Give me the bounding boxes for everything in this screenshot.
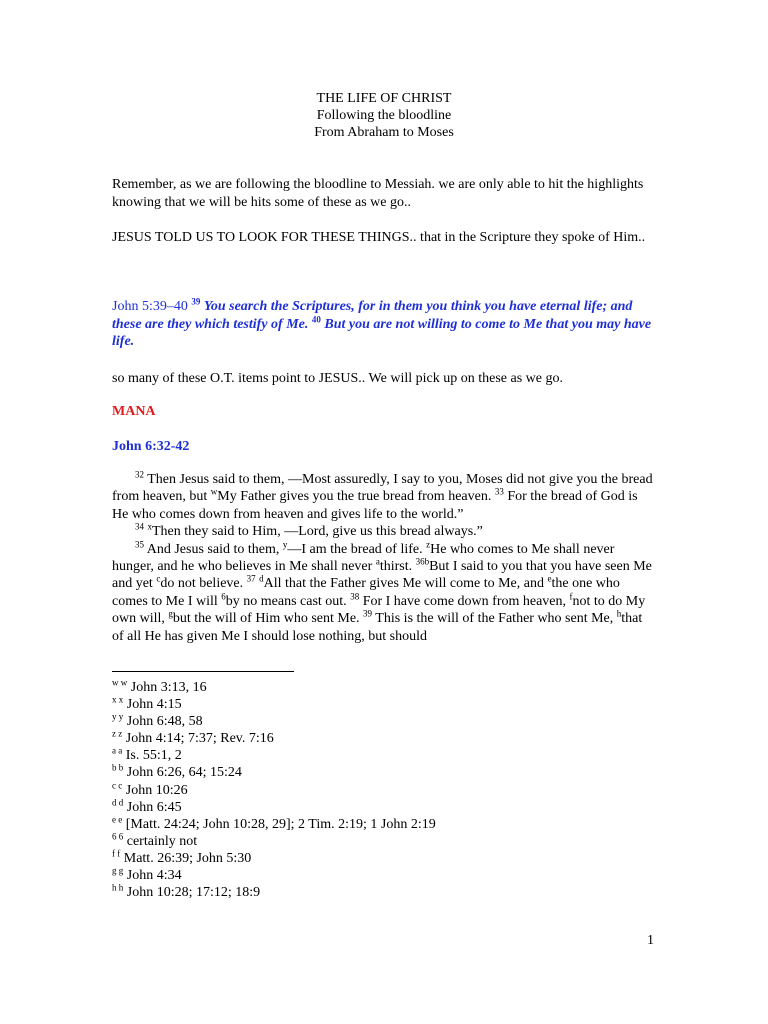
footnote-marker: e [547,573,552,584]
document-subtitle-2: From Abraham to Moses [314,125,454,140]
verse-number: 40 [311,313,321,324]
footnote-text: [Matt. 24:24; John 10:28, 29]; 2 Tim. 2:19; 1 John 2:19 [125,816,436,832]
footnote-text: John 4:14; 7:37; Rev. 7:16 [125,731,274,747]
verse-number: 36 [415,556,425,567]
footnote-marker: w [210,486,218,497]
verse-text: not to do My own will, [112,593,646,627]
verse-text: My Father gives you the true bread from heaven. [217,489,492,505]
footnote-mark: y y [112,711,124,722]
section-heading: MANA [112,404,156,419]
footnote-mark: g g [112,865,124,876]
verse-text: But I said to you that you have seen Me and yet [112,559,652,592]
footnote [112,850,612,867]
footnote-text: John 6:48, 58 [126,714,203,730]
footnote [112,679,612,696]
footnote [112,799,612,816]
document-subtitle: Following the bloodline [316,108,452,123]
footnote-marker: d [259,573,264,584]
footnote-marker: z [426,538,431,549]
section-reference: John 6:32-42 [112,439,190,454]
verse-text: This is the will of the Father who sent Me, [375,611,614,627]
footnote [112,816,612,833]
footnote-marker: a [375,556,380,567]
footnote-text: John 10:26 [125,782,188,798]
footnote [112,833,612,850]
footnote-text: John 4:15 [126,697,182,713]
footnote-marker: x [147,521,152,532]
verse-text: For the bread of God is He who comes down from heaven and gives life to the world.” [112,489,638,522]
verse-text: thirst. [379,559,413,575]
footnote-mark: f f [112,848,121,859]
intro-paragraph-2: JESUS TOLD US TO LOOK FOR THESE THINGS.. that in the Scripture they spoke of Him.. [112,230,646,245]
verse-text: Then they said to Him, ―Lord, give us this bread always.” [152,524,483,540]
scripture-passage [112,471,657,645]
verse-text: ―I am the bread of life. [287,541,423,557]
footnote-marker: y [282,538,288,549]
footnote-text: Matt. 26:39; John 5:30 [123,850,252,866]
footnote-mark: x x [112,694,124,705]
footnote-mark: 6 6 [112,831,124,842]
verse-text: All that the Father gives Me will come to Me, and [263,576,544,592]
footnote-mark: z z [112,728,123,739]
footnote-text: John 4:34 [126,868,182,884]
footnote [112,764,612,781]
footnote-text: certainly not [126,833,198,849]
quote-text: You search the Scriptures, for in them you think you have eternal life; and these are they which testify of Me. [112,299,633,332]
document-title: THE LIFE OF CHRIST [316,91,452,106]
note-paragraph: so many of these O.T. items point to JESUS.. We will pick up on these as we go. [112,371,563,386]
verse-number: 32 [135,469,144,480]
verse-number: 39 [191,296,201,307]
footnote-text: Is. 55:1, 2 [125,748,182,764]
footnote [112,730,612,747]
footnote-text: John 3:13, 16 [130,680,207,695]
footnote-mark: a a [112,745,123,756]
verse-number: 33 [494,486,504,497]
verse-number: 39 [363,608,373,619]
verse-text: do not believe. [160,576,244,592]
verse-text: that of all He has given Me I should lose nothing, but should [112,611,643,644]
footnote-mark: e e [112,814,123,825]
quote-text: But you are not willing to come to Me that you may have life. [112,316,652,349]
scripture-quote [112,298,657,351]
verse-text: For I have come down from heaven, [362,593,567,609]
verse-text: but the will of Him who sent Me. [172,611,360,627]
footnote-marker: g [168,608,173,619]
footnote-text: John 10:28; 17:12; 18:9 [126,885,261,901]
verse-text: He who comes to Me shall never hunger, and he who believes in Me shall never [112,541,615,575]
verse-text: by no means cast out. [225,593,347,609]
verse-number: 37 [246,573,256,584]
quote-reference: John 5:39–40 [112,299,188,314]
footnote [112,696,612,713]
footnote-mark: w w [112,677,128,688]
footnote-mark: b b [112,762,124,773]
footnote [112,747,612,764]
page-number: 1 [647,933,654,948]
footnote-marker: h [616,608,622,619]
footnote-text: John 6:26, 64; 15:24 [126,765,242,781]
footnote [112,867,612,884]
verse-number: 34 [135,521,144,532]
footnote-marker: f [569,591,573,602]
footnote [112,779,612,799]
footnote-mark: h h [112,882,124,893]
footnote-marker: 6 [221,591,226,602]
footnote-separator [112,671,294,672]
footnote [112,884,612,901]
title-block [0,90,768,141]
footnote-mark: d d [112,797,124,807]
footnote-list [112,679,612,901]
footnote [112,713,612,730]
verse-number: 38 [350,591,360,602]
verse-number: 35 [135,538,144,549]
intro-paragraph-1: Remember, as we are following the bloodline to Messiah. we are only able to hit the highlights knowing that we will be hits some of these as we go.. [112,177,644,210]
verse-text: Then Jesus said to them, ―Most assuredly, I say to you, Moses did not give you the bread from heaven, but [112,472,653,505]
verse-text: And Jesus said to them, [146,541,280,557]
footnote-mark: c c [112,779,123,790]
footnote-text: John 6:45 [126,799,182,815]
footnote-marker: b [424,556,430,567]
footnote-marker: c [156,573,161,584]
verse-text: the one who comes to Me I will [112,576,620,609]
